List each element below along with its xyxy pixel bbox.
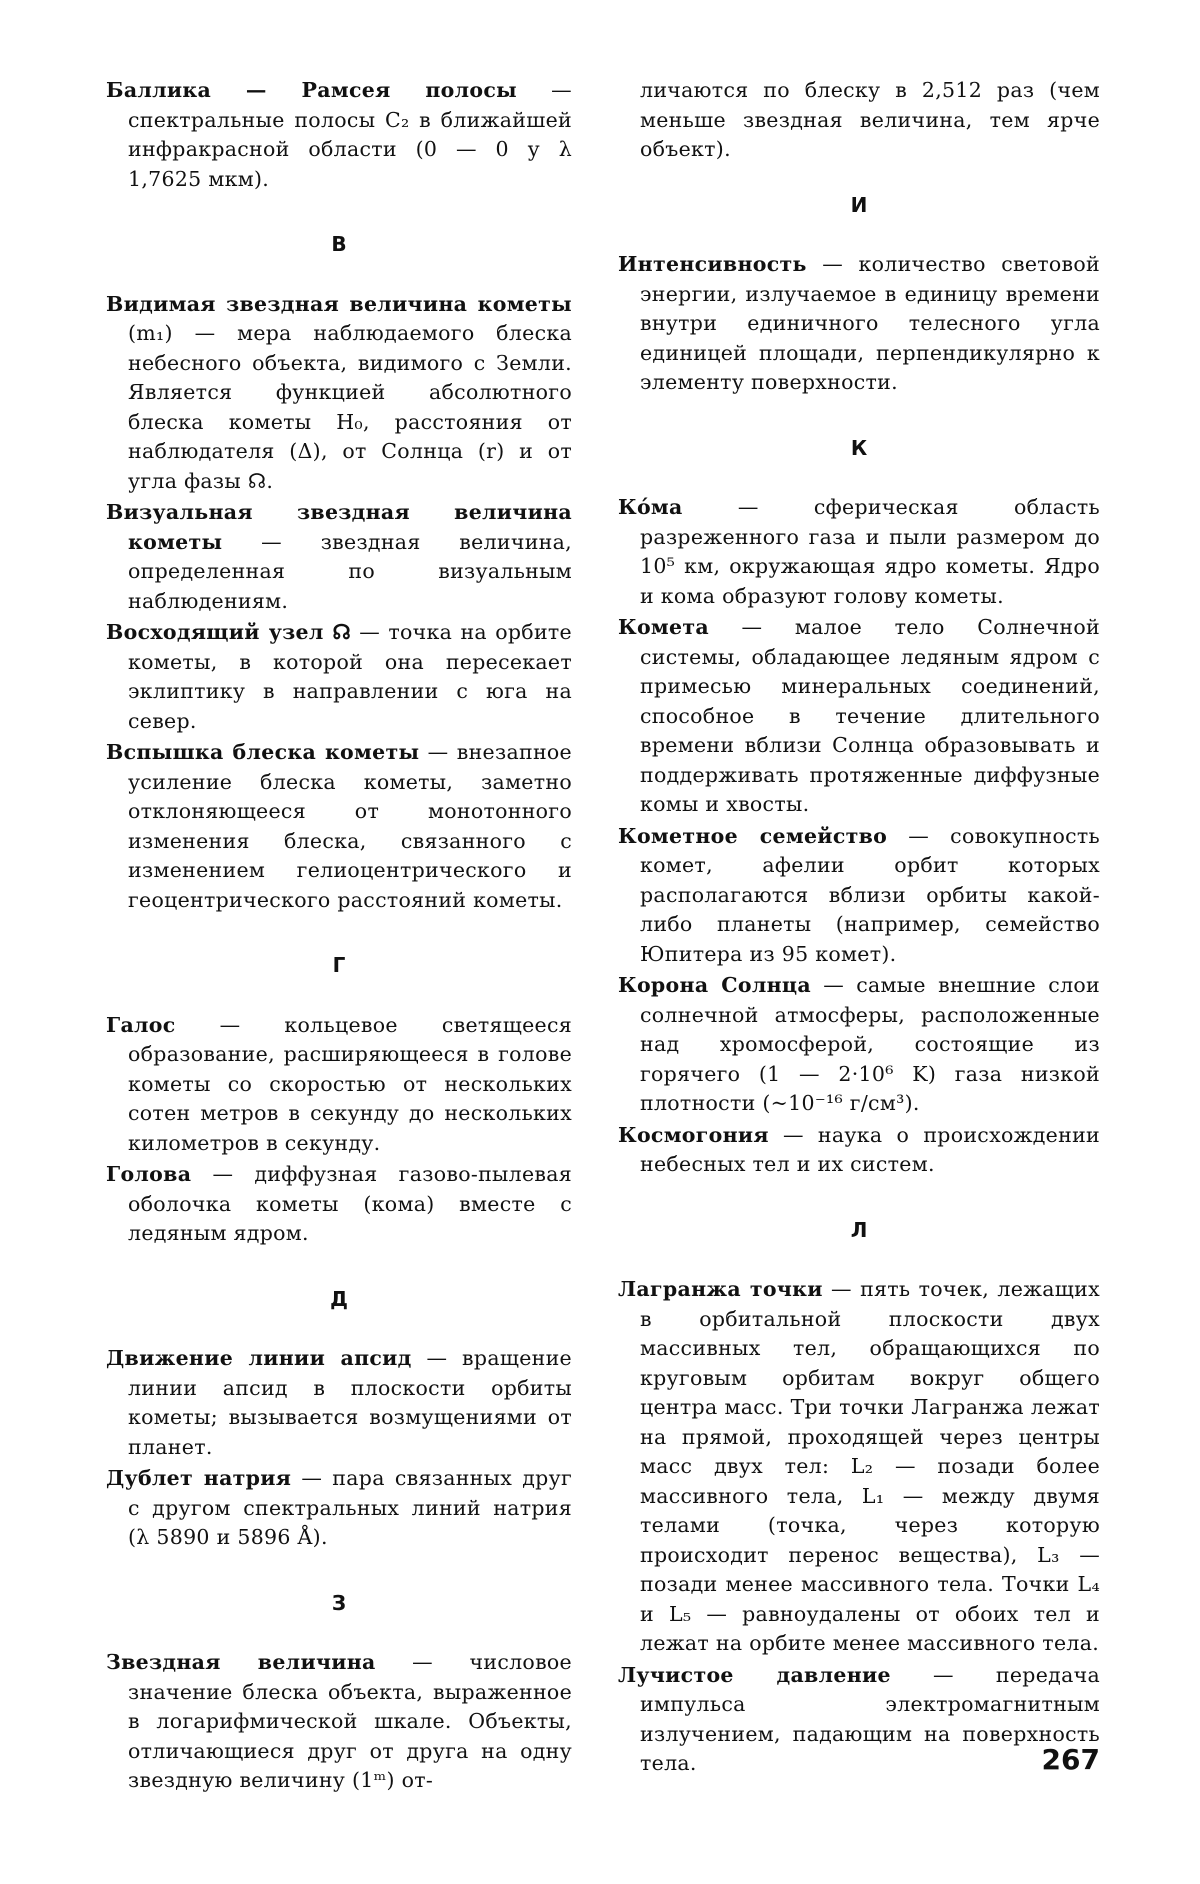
- entry-definition: (m₁) — мера наблюдаемого блеска небесного объекта, видимого с Земли. Является функцией абсолютного блеска кометы H₀, расстояния от наблюдателя (Δ), от Солнца (r) и от угла фазы ☊.: [128, 321, 572, 493]
- glossary-entry: [618, 1661, 1100, 1779]
- entry-term: Кометное семейство: [618, 823, 888, 848]
- entry-term: Восходящий узел ☊: [106, 620, 352, 644]
- entry-term: Корона Солнца: [618, 973, 811, 997]
- entry-definition: — малое тело Солнечной системы, обладающее ледяным ядром с примесью минеральных соединений, способное в течение длительного времени вблизи Солнца образовывать и поддерживать протяженные диффузные комы и хвосты.: [640, 615, 1100, 816]
- glossary-entry: [106, 290, 572, 497]
- entry-definition: личаются по блеску в 2,512 раз (чем меньше звездная величина, тем ярче объект).: [640, 78, 1100, 161]
- glossary-entry: [618, 250, 1100, 398]
- left-column: [106, 76, 572, 1798]
- glossary-entry: [106, 738, 572, 915]
- entry-definition: — пара связанных друг с другом спектральных линий натрия (λ 5890 и 5896 Å).: [128, 1466, 572, 1549]
- entry-term: Звездная величина: [106, 1650, 376, 1674]
- section-letter: Л: [850, 1217, 868, 1242]
- entry-definition: — спектральные полосы C₂ в ближайшей инфракрасной области (0 — 0 у λ 1,7625 мкм).: [128, 78, 572, 191]
- glossary-entry: [106, 498, 572, 616]
- section-letter: Г: [332, 953, 346, 977]
- entry-definition: — числовое значение блеска объекта, выраженное в логарифмической шкале. Объекты, отличающиеся друг от друга на одну звездную величину (1ᵐ) от-: [128, 1650, 572, 1792]
- entry-term: Вспышка блеска кометы: [106, 740, 420, 764]
- section-letter: К: [850, 435, 868, 460]
- entry-term: Баллика — Рамсея полосы: [106, 78, 517, 102]
- section-letter: В: [331, 232, 347, 256]
- right-column: [618, 76, 1100, 1781]
- entry-definition: — точка на орбите кометы, в которой она пересекает эклиптику в направлении с юга на север.: [128, 620, 572, 733]
- entry-term: Кóма: [618, 495, 683, 519]
- entry-definition: — вращение линии апсид в плоскости орбиты кометы; вызывается возмущениями от планет.: [128, 1346, 572, 1459]
- entry-definition: — самые внешние слои солнечной атмосферы, расположенные над хромосферой, состоящие из горячего (1 — 2·10⁶ K) газа низкой плотности (~10⁻¹⁶ г/см³).: [640, 973, 1101, 1115]
- section-letter: З: [331, 1590, 347, 1615]
- entry-term: Космогония: [618, 1122, 769, 1147]
- entry-term: Видимая звездная величина кометы: [106, 291, 572, 316]
- entry-term: Дублет натрия: [106, 1466, 292, 1490]
- glossary-entry: [618, 822, 1100, 970]
- page-number: 267: [1041, 1743, 1100, 1776]
- entry-term: Визуальная звездная величина кометы: [106, 500, 572, 554]
- glossary-entry: [618, 1275, 1100, 1659]
- entry-term: Галос: [106, 1012, 176, 1037]
- entry-term: Лучистое давление: [618, 1662, 891, 1687]
- entry-definition: — наука о происхождении небесных тел и их систем.: [640, 1122, 1100, 1176]
- glossary-entry: [106, 1648, 572, 1796]
- glossary-entry: [618, 1121, 1100, 1180]
- entry-definition: — звездная величина, определенная по визуальным наблюдениям.: [128, 529, 572, 613]
- entry-definition: — передача импульса электромагнитным излучением, падающим на поверхность тела.: [640, 1662, 1100, 1775]
- section-letter: Д: [330, 1286, 348, 1311]
- entry-continuation: [618, 76, 1100, 165]
- entry-term: Движение линии апсид: [106, 1346, 412, 1370]
- glossary-entry: [618, 493, 1100, 611]
- entry-definition: — внезапное усиление блеска кометы, заметно отклоняющееся от монотонного изменения блеска, связанного с изменением гелиоцентрического и геоцентрического расстояний кометы.: [128, 740, 572, 912]
- glossary-entry: [106, 618, 572, 736]
- glossary-entry: [106, 76, 572, 194]
- glossary-entry: [618, 971, 1100, 1119]
- entry-term: Интенсивность: [618, 252, 807, 276]
- entry-definition: — кольцевое светящееся образование, расширяющееся в голове кометы со скоростью от нескольких сотен метров в секунду до нескольких километров в секунду.: [128, 1012, 572, 1155]
- entry-term: Комета: [618, 615, 709, 639]
- section-letter: И: [850, 192, 868, 217]
- entry-definition: — диффузная газово-пылевая оболочка кометы (кома) вместе с ледяным ядром.: [128, 1162, 572, 1245]
- glossary-entry: [106, 1011, 572, 1159]
- entry-term: Лагранжа точки: [618, 1277, 823, 1301]
- entry-definition: — совокупность комет, афелии орбит которых располагаются вблизи орбиты какой-либо планеты (например, семейство Юпитера из 95 комет).: [640, 823, 1100, 966]
- entry-definition: — пять точек, лежащих в орбитальной плоскости двух массивных тел, обращающихся по круговым орбитам вокруг общего центра масс. Три точки Лагранжа лежат на прямой, проходящей через центры масс двух тел: L₂ — позади более массивного тела, L₁ — между двумя телами (точка, через которую происходит перенос вещества), L₃ — позади менее массивного тела. Точки L₄ и L₅ — равноудалены от обоих тел и лежат на орбите менее массивного тела.: [640, 1277, 1100, 1655]
- entry-term: Голова: [106, 1162, 192, 1186]
- glossary-entry: [106, 1344, 572, 1462]
- glossary-entry: [106, 1464, 572, 1553]
- glossary-entry: [106, 1160, 572, 1249]
- entry-definition: — количество световой энергии, излучаемое в единицу времени внутри единичного телесного угла единицей площади, перпендикулярно к элементу поверхности.: [640, 252, 1100, 394]
- glossary-entry: [618, 613, 1100, 820]
- entry-definition: — сферическая область разреженного газа и пыли размером до 10⁵ км, окружающая ядро кометы. Ядро и кома образуют голову кометы.: [640, 495, 1100, 608]
